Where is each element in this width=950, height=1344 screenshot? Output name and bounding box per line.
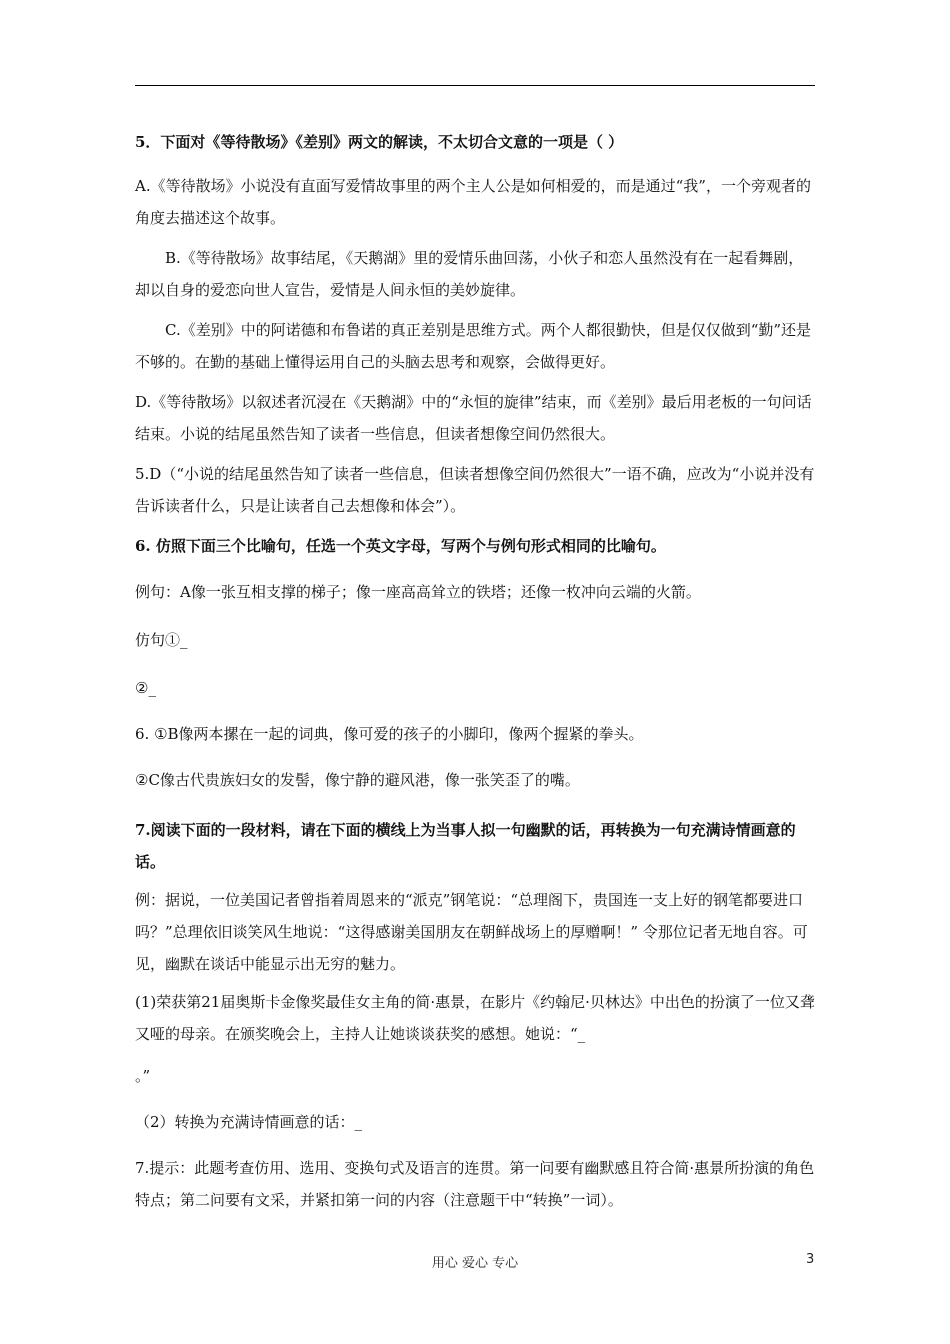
q7-example: 例：据说，一位美国记者曾指着周恩来的“派克”钢笔说：“总理阁下，贵国连一支上好的钢笔都要进口吗？”总理依旧谈笑风生地说：“这得感谢美国朋友在朝鲜战场上的厚赠啊！” 令那位记者无地自容。可见，幽默在谈话中能显示出无穷的魅力。 — [135, 891, 808, 973]
q5-title: 5．下面对《等待散场》《差别》两文的解读，不太切合文意的一项是（ ） — [135, 133, 624, 151]
q5-option-d: D.《等待散场》以叙述者沉浸在《天鹅湖》中的“永恒的旋律”结束，而《差别》最后用老板的一句问话结束。小说的结尾虽然告知了读者一些信息，但读者想像空间仍然很大。 — [135, 393, 812, 443]
q7-part-1: (1)荣获第21届奥斯卡金像奖最佳女主角的简·惠景，在影片《约翰尼·贝林达》中出色的扮演了一位又聋又哑的母亲。在颁奖晚会上，主持人让她谈谈获奖的感想。她说：“_ — [135, 993, 815, 1043]
q6-blank-1: 仿句①_ — [135, 631, 188, 649]
q5-option-a: A.《等待散场》小说没有直面写爱情故事里的两个主人公是如何相爱的，而是通过“我”，一个旁观者的角度去描述这个故事。 — [135, 177, 811, 227]
q7-part-1-end: 。” — [135, 1067, 151, 1085]
q7-part-2: （2）转换为充满诗情画意的话：_ — [135, 1113, 363, 1131]
q7-hint: 7.提示：此题考查仿用、选用、变换句式及语言的连贯。第一问要有幽默感且符合简·惠景所扮演的角色特点；第二问要有文采，并紧扣第一问的内容（注意题干中“转换”一词）。 — [135, 1159, 815, 1209]
q6-title: 6. 仿照下面三个比喻句，任选一个英文字母，写两个与例句形式相同的比喻句。 — [135, 537, 666, 555]
q6-blank-2: ②_ — [135, 679, 156, 697]
q6-example: 例句：A像一张互相支撑的梯子；像一座高高耸立的铁塔；还像一枚冲向云端的火箭。 — [135, 583, 701, 601]
q5-option-b: B.《等待散场》故事结尾，《天鹅湖》里的爱情乐曲回荡，小伙子和恋人虽然没有在一起看舞剧，却以自身的爱恋向世人宣告，爱情是人间永恒的美妙旋律。 — [135, 249, 804, 299]
page-footer: 用心 爱心 专心 — [431, 1256, 519, 1271]
q5-option-c: C.《差别》中的阿诺德和布鲁诺的真正差别是思维方式。两个人都很勤快，但是仅仅做到“勤”还是不够的。在勤的基础上懂得运用自己的头脑去思考和观察，会做得更好。 — [135, 321, 812, 371]
q6-answer-1: 6. ①B像两本摞在一起的词典，像可爱的孩子的小脚印，像两个握紧的拳头。 — [135, 725, 644, 743]
q6-answer-2: ②C像古代贵族妇女的发髻，像宁静的避风港，像一张笑歪了的嘴。 — [135, 771, 580, 789]
header-rule — [135, 85, 815, 86]
q7-title: 7.阅读下面的一段材料，请在下面的横线上为当事人拟一句幽默的话，再转换为一句充满诗情画意的话。 — [135, 821, 796, 871]
q5-answer: 5.D（“小说的结尾虽然告知了读者一些信息，但读者想像空间仍然很大”一语不确，应改为“小说并没有告诉读者什么，只是让读者自己去想像和体会”）。 — [135, 465, 815, 515]
page-number: 3 — [806, 1252, 815, 1267]
